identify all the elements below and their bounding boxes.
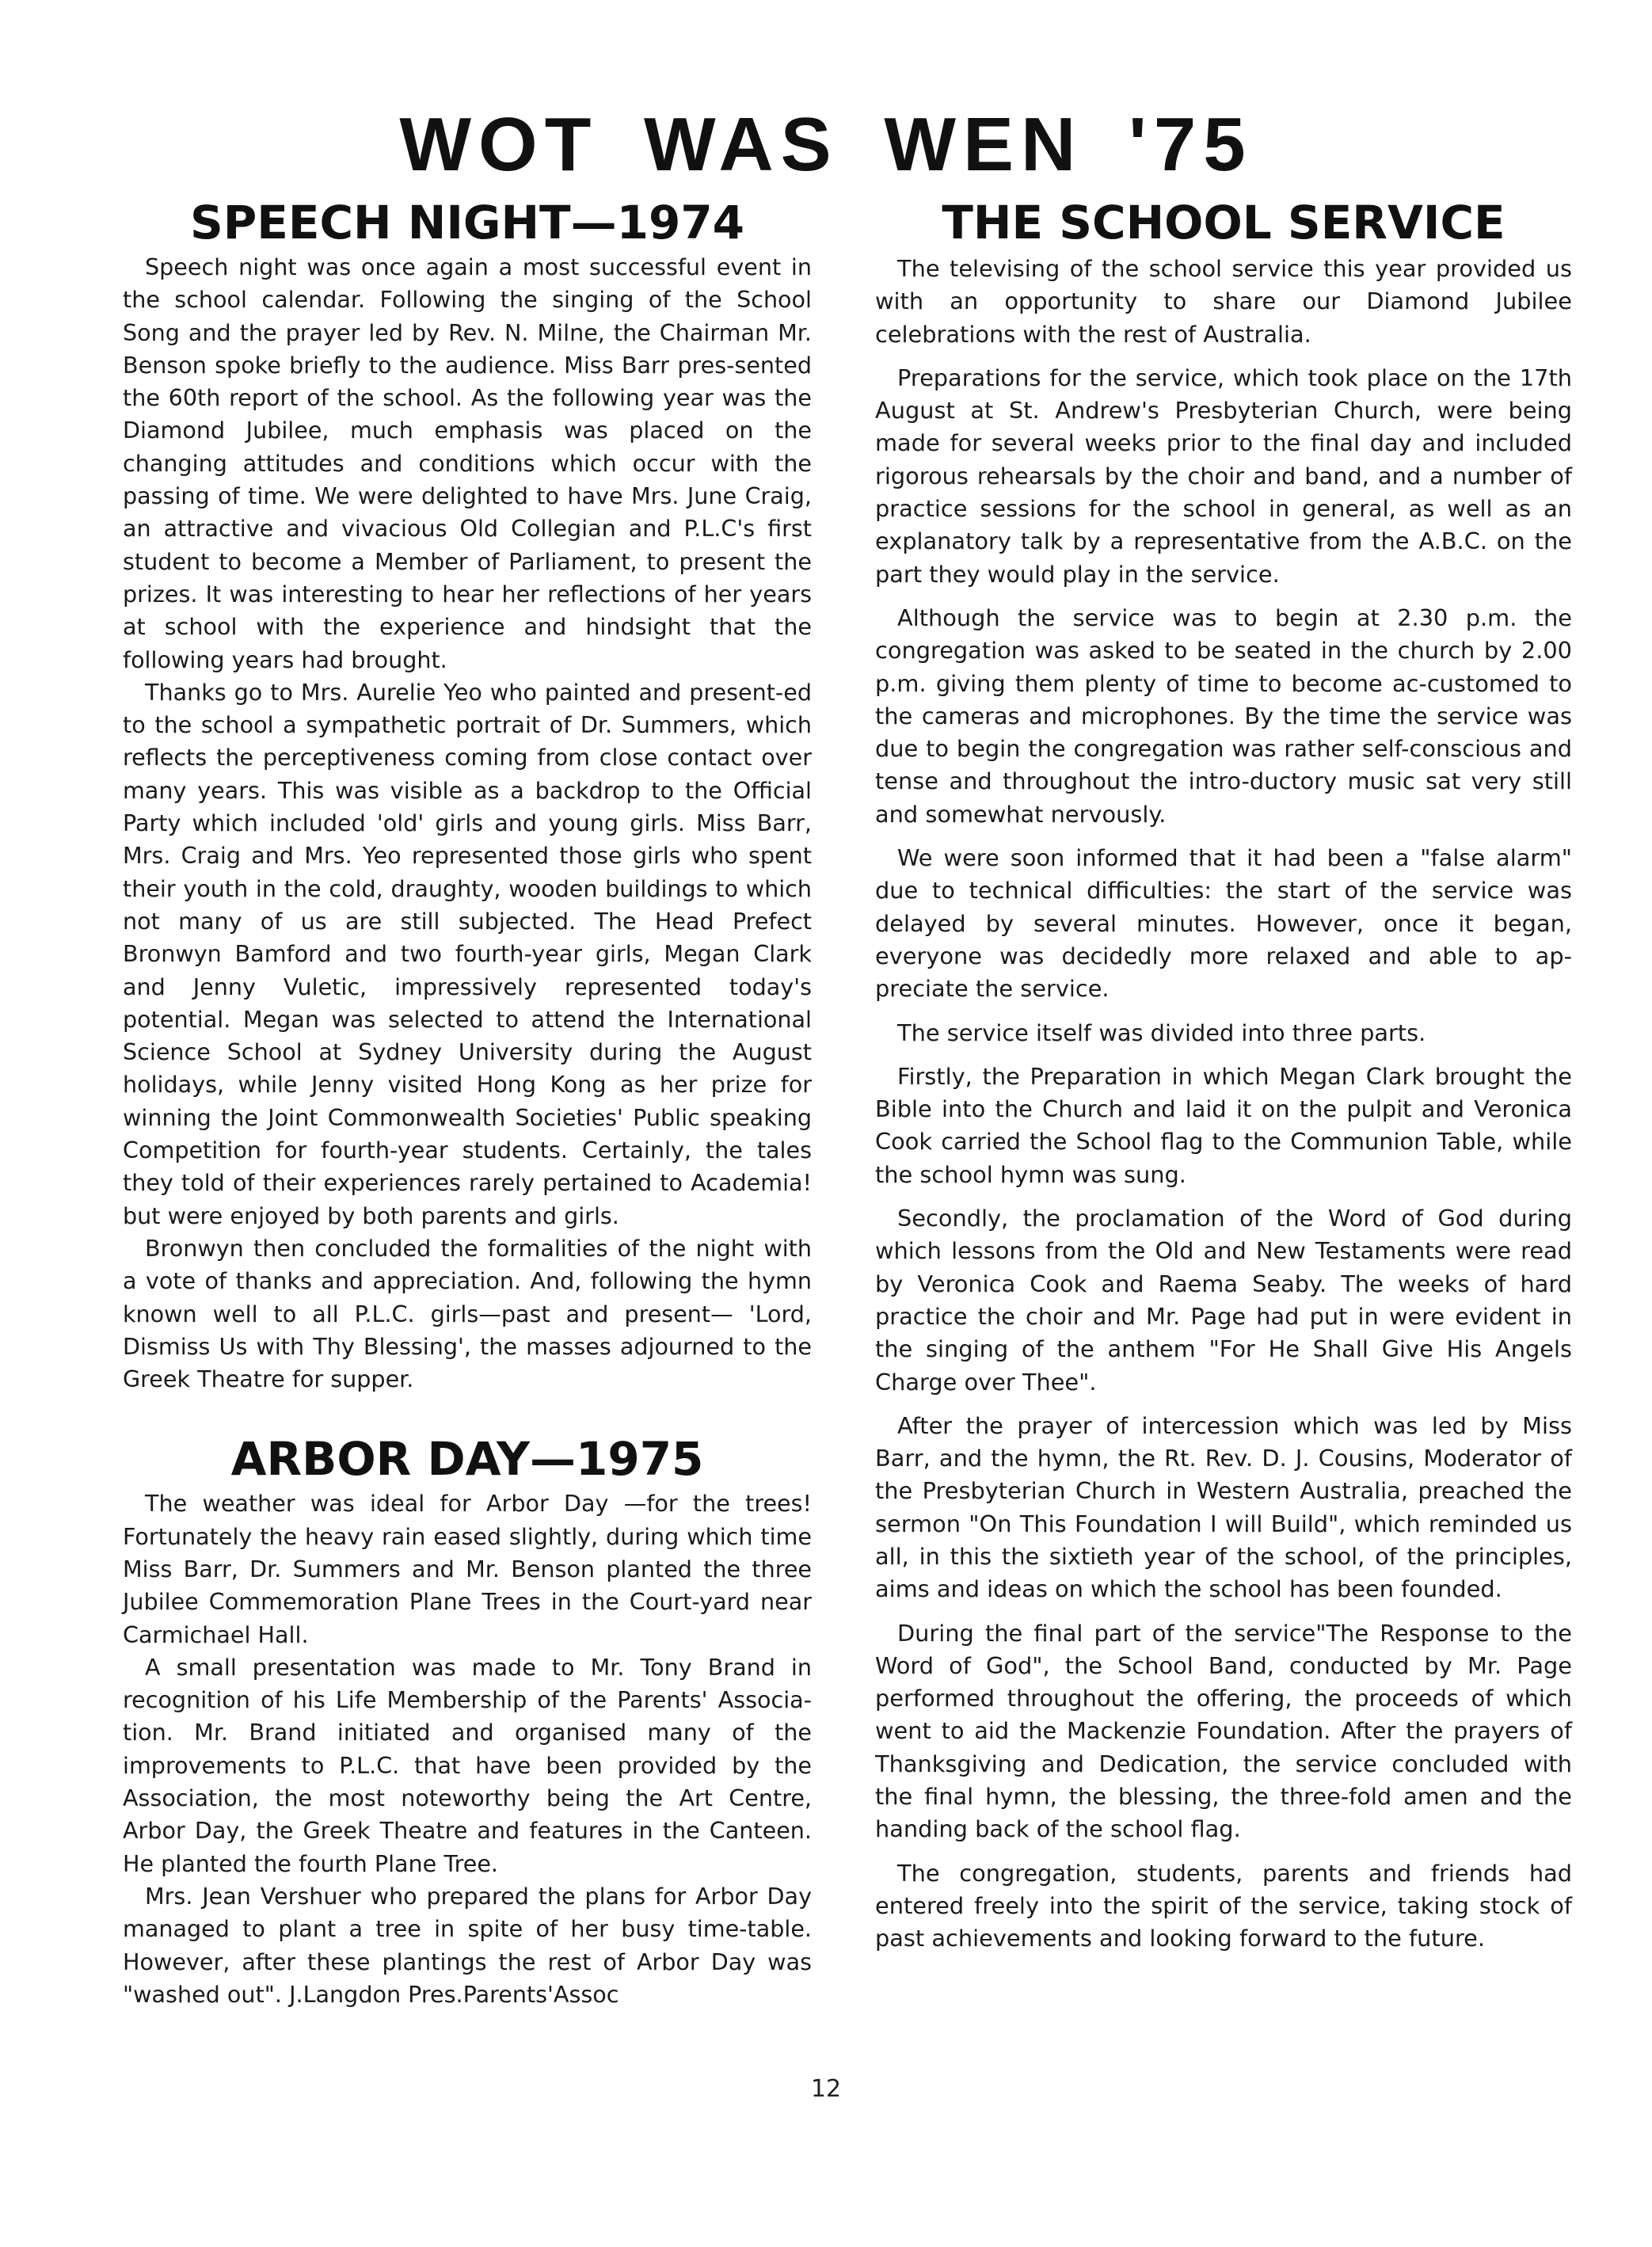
speech-night-paragraph: Speech night was once again a most successful event in the school calendar. Following the singing of the School Song and the prayer led by Rev. N. Milne, the Chairman Mr. Benson spoke briefly to the audience. Miss Barr pres-sented the 60th report of the school. As the following year was the Diamond Jubilee, much emphasis was placed on the changing attitudes and conditions which occur with the passing of time. We were delighted to have Mrs. June Craig, an attractive and vivacious Old Collegian and P.L.C's first student to become a Member of Parliament, to present the prizes. It was interesting to hear her reflections of her years at school with the experience and hindsight that the following years had brought. <box>123 253 812 673</box>
arbor-day-paragraph: The weather was ideal for Arbor Day —for the trees! Fortunately the heavy rain eased slightly, during which time Miss Barr, Dr. Summers and Mr. Benson planted the three Jubilee Commemoration Plane Trees in the Court-yard near Carmichael Hall. <box>123 1490 812 1648</box>
school-service-paragraph: After the prayer of intercession which was led by Miss Barr, and the hymn, the Rt. Rev. D. J. Cousins, Moderator of the Presbyterian Church in Western Australia, preached the sermon "On This Foundation I will Build", which reminded us all, in this the sixtieth year of the school, of the principles, aims and ideas on which the school has been founded. <box>875 1411 1572 1603</box>
school-service-paragraph: Secondly, the proclamation of the Word of God during which lessons from the Old and New Testaments were read by Veronica Cook and Raema Seaby. The weeks of hard practice the choir and Mr. Page had put in were evident in the singing of the anthem "For He Shall Give His Angels Charge over Thee". <box>875 1205 1572 1396</box>
school-service-article <box>875 194 1572 1956</box>
school-service-paragraph: The service itself was divided into three parts. <box>897 1019 1426 1046</box>
school-service-paragraph: The congregation, students, parents and friends had entered freely into the spirit of the service, taking stock of past achievements and looking forward to the future. <box>875 1859 1572 1952</box>
school-service-heading: THE SCHOOL SERVICE <box>942 196 1505 249</box>
speech-night-heading: SPEECH NIGHT—1974 <box>189 196 745 249</box>
page-title: WOT WAS WEN '75 <box>399 102 1253 187</box>
school-service-paragraph: Preparations for the service, which took place on the 17th August at St. Andrew's Presbyterian Church, were being made for several weeks prior to the final day and included rigorous rehearsals by the choir and band, and a number of practice sessions for the school in general, as well as an explanatory talk by a representative from the A.B.C. on the part they would play in the service. <box>875 364 1572 588</box>
school-service-paragraph: During the final part of the service"The Response to the Word of God", the School Band, conducted by Mr. Page performed throughout the offering, the proceeds of which went to aid the Mackenzie Foundation. After the prayers of Thanksgiving and Dedication, the service concluded with the final hymn, the blessing, the three-fold amen and the handing back of the school flag. <box>875 1619 1572 1843</box>
page-number: 12 <box>810 2075 842 2103</box>
arbor-day-article <box>123 1430 812 2011</box>
right-column <box>875 194 1572 1967</box>
school-service-paragraph: The televising of the school service this year provided us with an opportunity to share our Diamond Jubilee celebrations with the rest of Australia. <box>875 255 1572 348</box>
school-service-paragraph: Although the service was to begin at 2.30 p.m. the congregation was asked to be seated in the church by 2.00 p.m. giving them plenty of time to become ac-customed to the cameras and microphones. By the time the service was due to begin the congregation was rather self-conscious and tense and throughout the intro-ductory music sat very still and somewhat nervously. <box>875 604 1572 828</box>
speech-night-paragraph: Bronwyn then concluded the formalities of the night with a vote of thanks and appreciation. And, following the hymn known well to all P.L.C. girls—past and present— 'Lord, Dismiss Us with Thy Blessing', the masses adjourned to the Greek Theatre for supper. <box>123 1234 812 1393</box>
arbor-day-paragraph: A small presentation was made to Mr. Tony Brand in recognition of his Life Membership of the Parents' Associa-tion. Mr. Brand initiated and organised many of the improvements to P.L.C. that have been provided by the Association, the most noteworthy being the Art Centre, Arbor Day, the Greek Theatre and features in the Canteen. He planted the fourth Plane Tree. <box>123 1653 812 1877</box>
left-column <box>123 194 812 2011</box>
school-service-paragraph: We were soon informed that it had been a "false alarm" due to technical difficulties: the start of the service was delayed by several minutes. However, once it began, everyone was decidedly more relaxed and able to ap-preciate the service. <box>875 844 1572 1003</box>
speech-night-article <box>123 194 812 1396</box>
school-service-paragraph: Firstly, the Preparation in which Megan Clark brought the Bible into the Church and laid it on the pulpit and Veronica Cook carried the School flag to the Communion Table, while the school hymn was sung. <box>875 1062 1572 1188</box>
arbor-day-paragraph: Mrs. Jean Vershuer who prepared the plans for Arbor Day managed to plant a tree in spite of her busy time-table. However, after these plantings the rest of Arbor Day was "washed out". J.Langdon Pres.Parents'Assoc <box>123 1882 812 2008</box>
speech-night-paragraph: Thanks go to Mrs. Aurelie Yeo who painted and present-ed to the school a sympathetic portrait of Dr. Summers, which reflects the perceptiveness coming from close contact over many years. This was visible as a backdrop to the Official Party which included 'old' girls and young girls. Miss Barr, Mrs. Craig and Mrs. Yeo represented those girls who spent their youth in the cold, draughty, wooden buildings to which not many of us are still subjected. The Head Prefect Bronwyn Bamford and two fourth-year girls, Megan Clark and Jenny Vuletic, impressively represented today's potential. Megan was selected to attend the International Science School at Sydney University during the August holidays, while Jenny visited Hong Kong as her prize for winning the Joint Commonwealth Societies' Public speaking Competition for fourth-year students. Certainly, the tales they told of their experiences rarely pertained to Academia! but were enjoyed by both parents and girls. <box>123 678 812 1229</box>
arbor-day-heading: ARBOR DAY—1975 <box>230 1432 704 1487</box>
